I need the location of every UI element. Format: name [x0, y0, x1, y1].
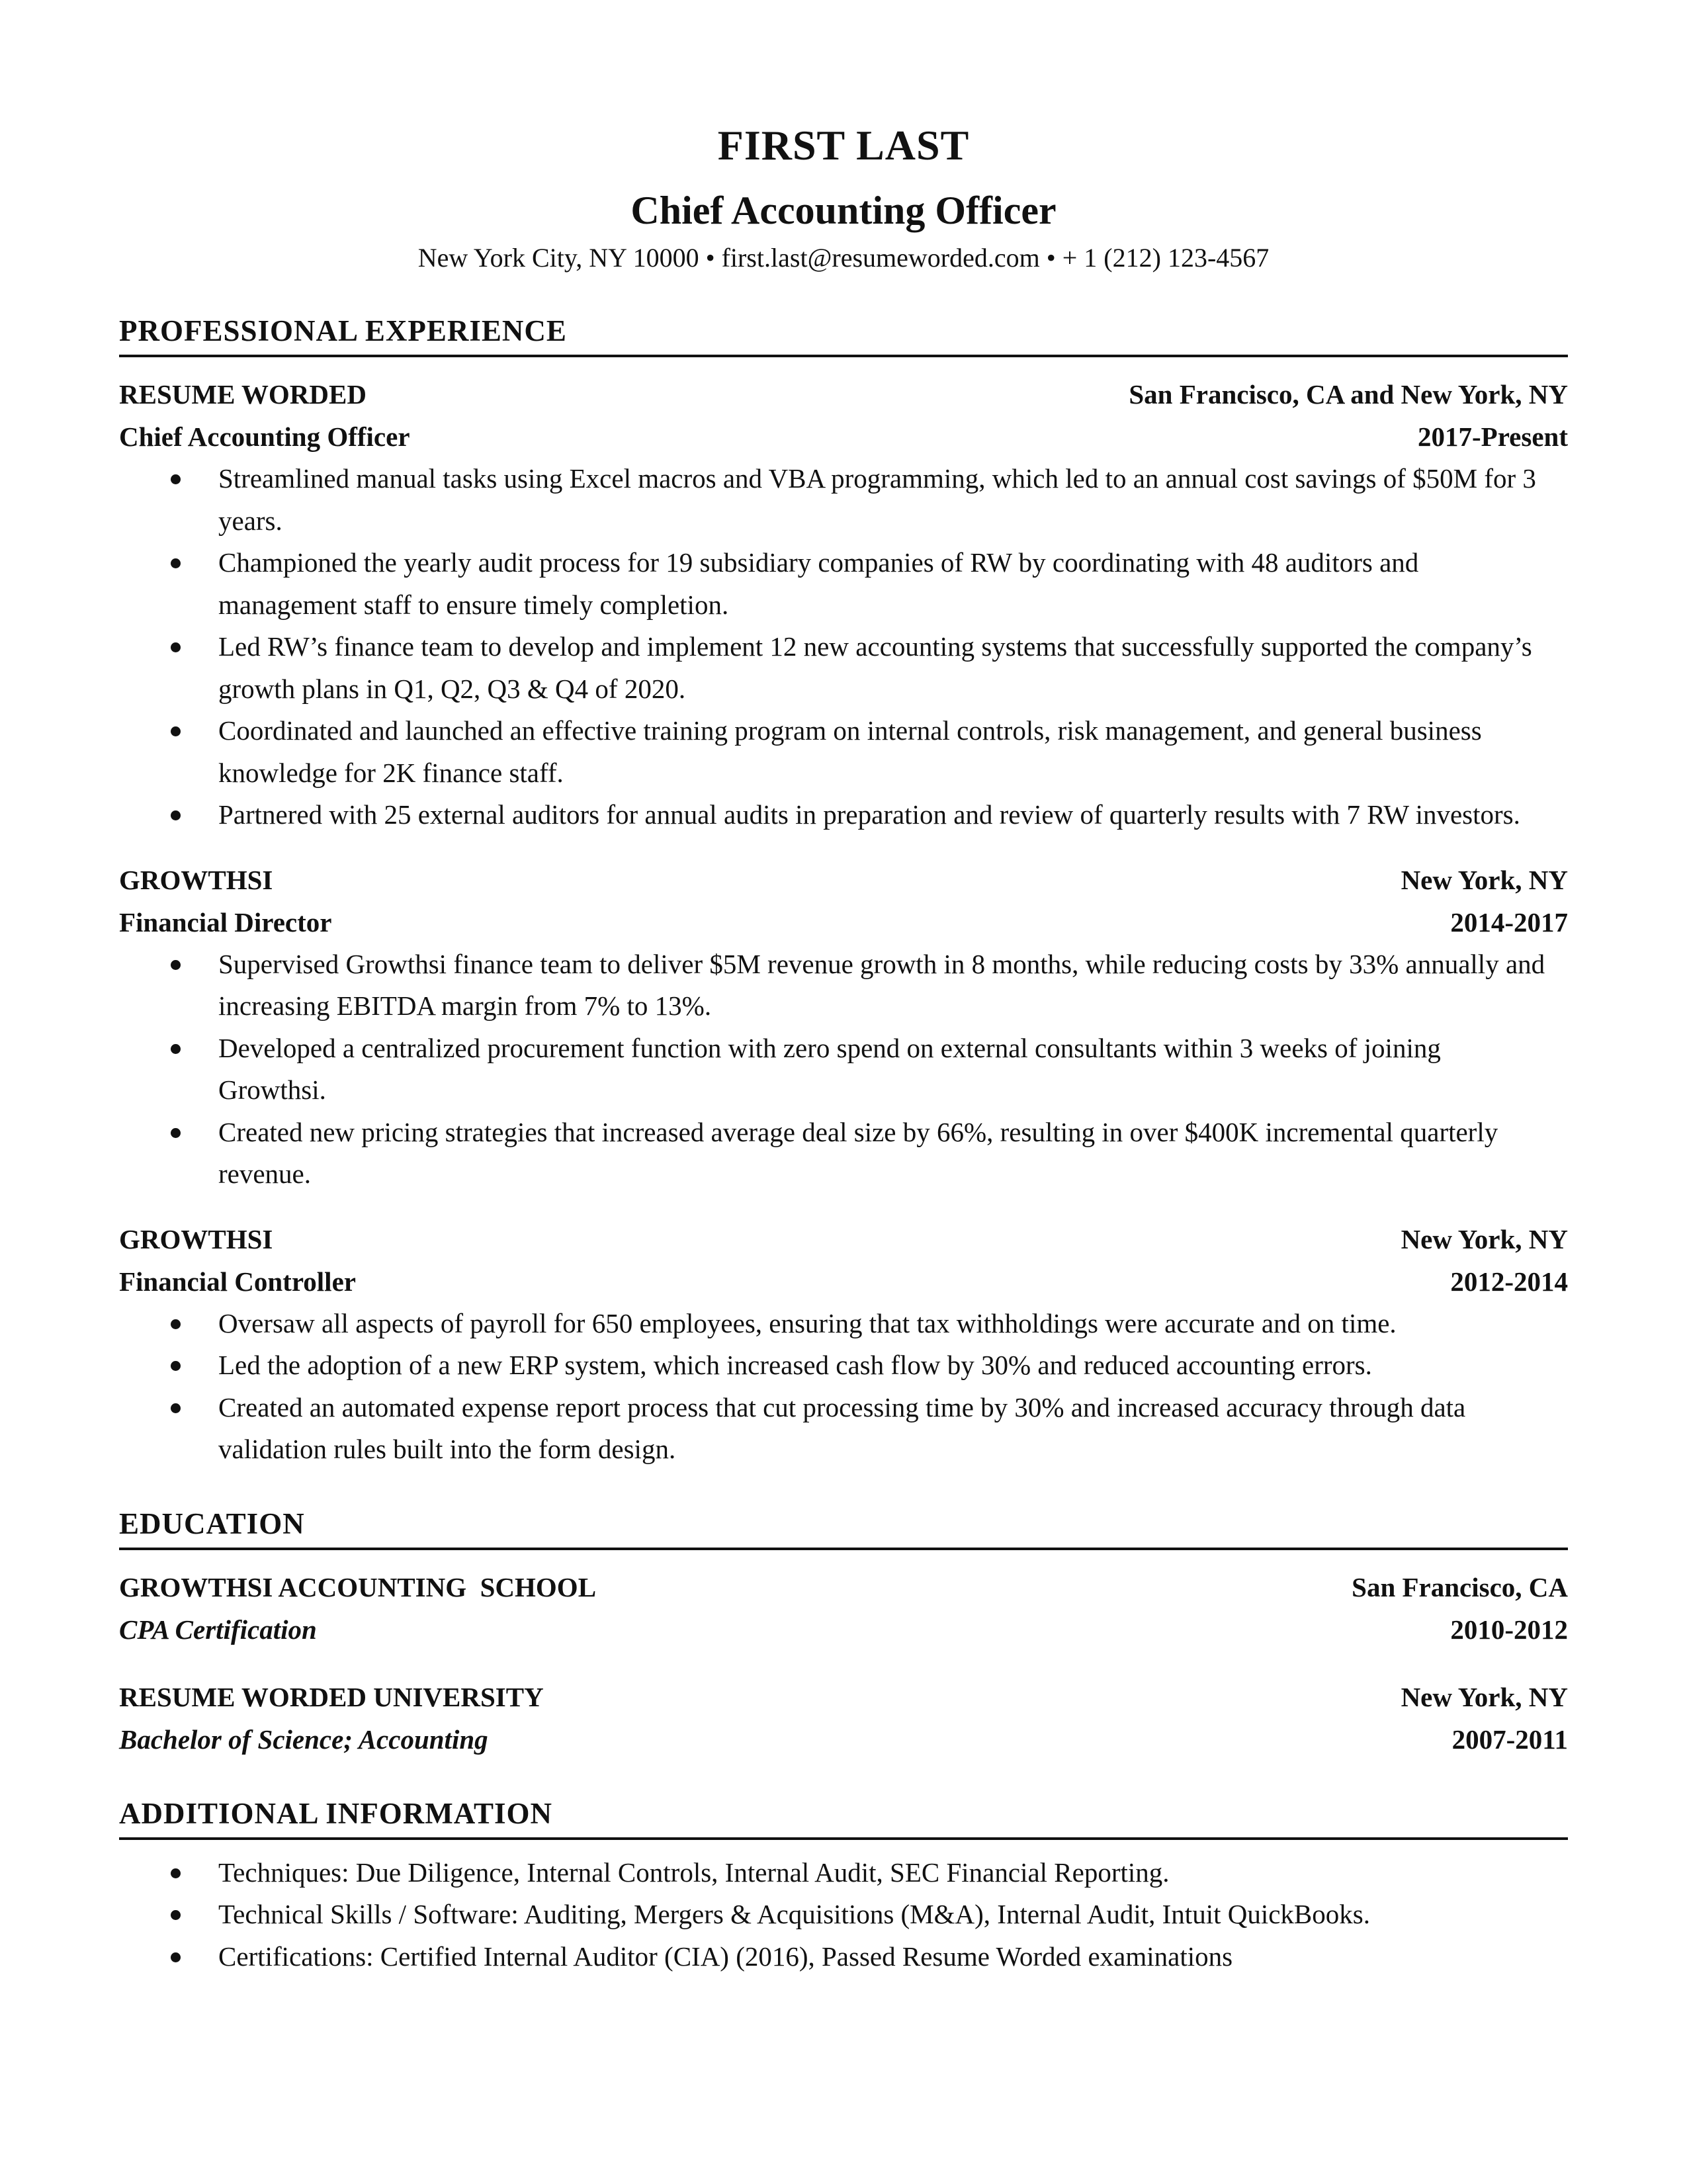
bullet-icon: [171, 1868, 181, 1878]
job-role: Financial Controller: [119, 1266, 356, 1297]
degree-dates: 2010-2012: [1450, 1614, 1568, 1645]
additional-item: [119, 1894, 1568, 1936]
school-location: New York, NY: [1401, 1681, 1568, 1712]
bullet-icon: [171, 1044, 181, 1054]
job-bullets: [119, 943, 1568, 1196]
job-entry: [119, 859, 1568, 1196]
job-bullet-text: Developed a centralized procurement function with zero spend on external consultants within 3 weeks of joining Growthsi.: [218, 1032, 1441, 1105]
bullet-icon: [171, 1128, 181, 1138]
job-bullet: [119, 1027, 1568, 1112]
job-bullet-text: Supervised Growthsi finance team to deliver $5M revenue growth in 8 months, while reducing costs by 33% annually and increasing EBITDA margin from 7% to 13%.: [218, 948, 1545, 1021]
job-bullet-text: Championed the yearly audit process for 19 subsidiary companies of RW by coordinating with 48 auditors and management staff to ensure timely completion.: [218, 547, 1419, 620]
job-entry: [119, 373, 1568, 836]
job-bullet: [119, 1344, 1568, 1387]
additional-item-text: Certifications: Certified Internal Auditor (CIA) (2016), Passed Resume Worded examinations: [218, 1941, 1233, 1972]
job-company-row: [119, 1218, 1568, 1260]
education-heading: EDUCATION: [119, 1504, 1568, 1550]
additional-list: [119, 1852, 1568, 1978]
education-entry: [119, 1566, 1568, 1651]
bullet-icon: [171, 1319, 181, 1329]
school-row: [119, 1676, 1568, 1718]
school-location: San Francisco, CA: [1352, 1571, 1568, 1602]
resume-page: [119, 119, 1568, 1978]
job-role-row: [119, 415, 1568, 458]
bullet-icon: [171, 810, 181, 820]
job-bullet-text: Created an automated expense report process that cut processing time by 30% and increased accuracy through data validation rules built into the form design.: [218, 1391, 1466, 1464]
additional-item-text: Techniques: Due Diligence, Internal Controls, Internal Audit, SEC Financial Reporting.: [218, 1856, 1170, 1888]
job-bullet: [119, 794, 1568, 836]
degree-row: [119, 1608, 1568, 1651]
job-bullet: [119, 710, 1568, 794]
job-bullet: [119, 943, 1568, 1027]
job-location: San Francisco, CA and New York, NY: [1129, 379, 1568, 410]
job-location: New York, NY: [1401, 1223, 1568, 1254]
additional-heading: ADDITIONAL INFORMATION: [119, 1794, 1568, 1840]
job-bullet-text: Led RW’s finance team to develop and implement 12 new accounting systems that successfully supported the company’s growth plans in Q1, Q2, Q3 & Q4 of 2020.: [218, 631, 1532, 704]
job-bullet: [119, 542, 1568, 626]
job-bullet-text: Partnered with 25 external auditors for annual audits in preparation and review of quarterly results with 7 RW investors.: [218, 799, 1520, 830]
job-company: GROWTHSI: [119, 864, 273, 895]
degree-dates: 2007-2011: [1451, 1724, 1568, 1755]
job-role: Chief Accounting Officer: [119, 421, 410, 452]
bullet-icon: [171, 558, 181, 568]
job-bullets: [119, 458, 1568, 836]
education-entry: [119, 1676, 1568, 1761]
candidate-title: Chief Accounting Officer: [630, 189, 1057, 232]
job-bullet-text: Coordinated and launched an effective training program on internal controls, risk management, and general business knowledge for 2K finance staff.: [218, 715, 1482, 788]
school-name: RESUME WORDED UNIVERSITY: [119, 1681, 544, 1712]
additional-item-text: Technical Skills / Software: Auditing, Mergers & Acquisitions (M&A), Internal Audit, Intuit QuickBooks.: [218, 1899, 1370, 1929]
experience-list: [119, 373, 1568, 1471]
bullet-icon: [171, 726, 181, 736]
school-row: [119, 1566, 1568, 1608]
job-entry: [119, 1218, 1568, 1471]
contact-line: New York City, NY 10000 • first.last@resumeworded.com • + 1 (212) 123-4567: [417, 243, 1270, 273]
bullet-icon: [171, 474, 181, 484]
candidate-name: FIRST LAST: [717, 122, 970, 169]
job-bullet-text: Created new pricing strategies that increased average deal size by 66%, resulting in over $400K incremental quarterly revenue.: [218, 1116, 1498, 1189]
bullet-icon: [171, 1910, 181, 1920]
bullet-icon: [171, 1361, 181, 1371]
job-location: New York, NY: [1401, 864, 1568, 895]
job-bullet: [119, 626, 1568, 710]
degree-name: CPA Certification: [119, 1614, 317, 1645]
job-company: RESUME WORDED: [119, 379, 367, 410]
job-company: GROWTHSI: [119, 1223, 273, 1254]
job-bullets: [119, 1303, 1568, 1471]
bullet-icon: [171, 1403, 181, 1413]
job-role-row: [119, 1260, 1568, 1303]
job-bullet-text: Led the adoption of a new ERP system, which increased cash flow by 30% and reduced accounting errors.: [218, 1350, 1372, 1380]
job-role: Financial Director: [119, 906, 332, 938]
job-bullet: [119, 1387, 1568, 1471]
job-dates: 2014-2017: [1450, 906, 1568, 938]
job-bullet: [119, 458, 1568, 542]
job-company-row: [119, 373, 1568, 415]
job-company-row: [119, 859, 1568, 901]
job-role-row: [119, 901, 1568, 943]
bullet-icon: [171, 642, 181, 652]
experience-heading: PROFESSIONAL EXPERIENCE: [119, 311, 1568, 357]
job-bullet-text: Streamlined manual tasks using Excel macros and VBA programming, which led to an annual cost savings of $50M for 3 years.: [218, 463, 1536, 536]
job-bullet: [119, 1112, 1568, 1196]
school-name: GROWTHSI ACCOUNTING SCHOOL: [119, 1571, 597, 1602]
job-dates: 2017-Present: [1418, 421, 1568, 452]
degree-row: [119, 1718, 1568, 1761]
job-bullet-text: Oversaw all aspects of payroll for 650 employees, ensuring that tax withholdings were accurate and on time.: [218, 1307, 1397, 1338]
bullet-icon: [171, 1952, 181, 1962]
additional-item: [119, 1852, 1568, 1894]
degree-name: Bachelor of Science; Accounting: [119, 1724, 488, 1755]
job-bullet: [119, 1303, 1568, 1345]
bullet-icon: [171, 960, 181, 970]
additional-item: [119, 1936, 1568, 1978]
job-dates: 2012-2014: [1450, 1266, 1568, 1297]
